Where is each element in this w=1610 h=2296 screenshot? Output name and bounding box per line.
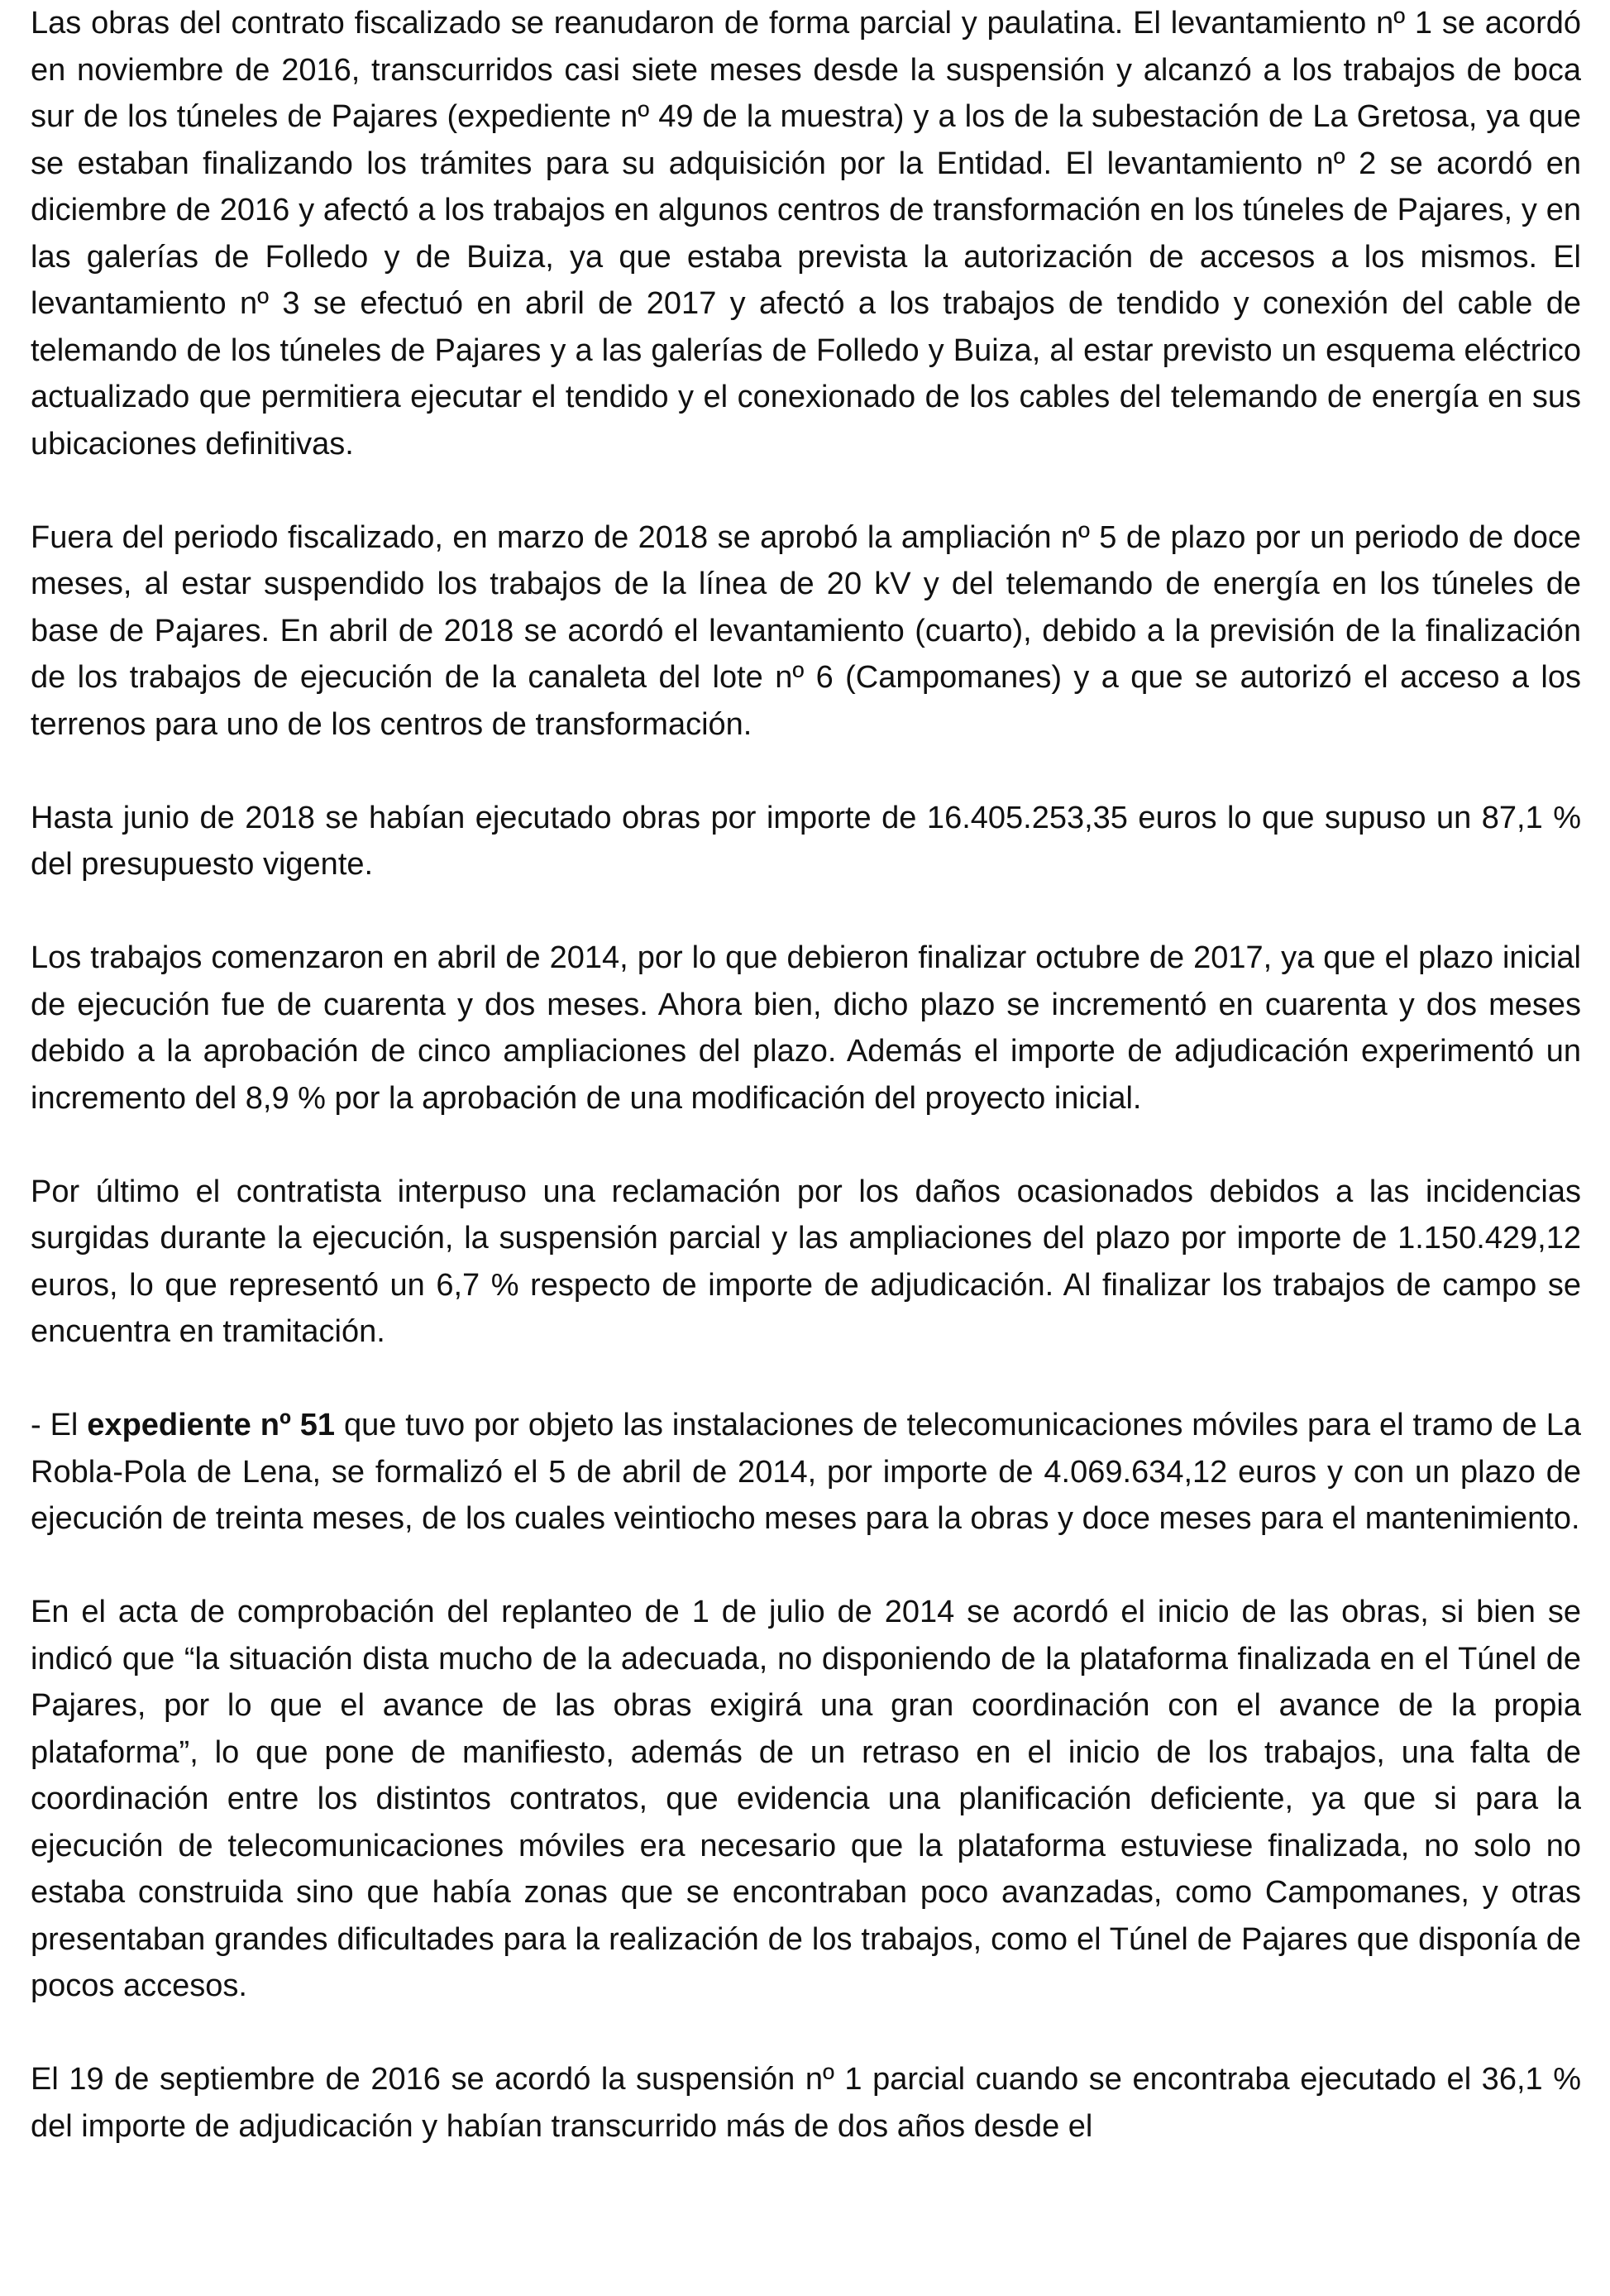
paragraph-extension-no5: Fuera del periodo fiscalizado, en marzo de 2018 se aprobó la ampliación nº 5 de plazo por un periodo de doce meses, al estar suspendido los trabajos de la línea de 20 kV y del telemando de energía en los túneles de base de Pajares. En abril de 2018 se acordó el levantamiento (cuarto), debido a la previsión de la finalización de los trabajos de ejecución de la canaleta del lote nº 6 (Campomanes) y a que se autorizó el acceso a los terrenos para uno de los centros de transformación. [31,519,1581,742]
expediente-description: que tuvo por objeto las instalaciones de telecomunicaciones móviles para el tramo de La Robla-Pola de Lena, se formalizó el 5 de abril de 2014, por importe de 4.069.634,12 euros y con un plazo de ejecución de treinta meses, de los cuales veintiocho meses para la obras y doce meses para el mantenimiento. [31,1408,1582,1536]
expediente-number: expediente nº 51 [87,1408,336,1442]
paragraph-contractor-claim: Por último el contratista interpuso una reclamación por los daños ocasionados debidos a las incidencias surgidas durante la ejecución, la suspensión parcial y las ampliaciones del plazo por importe de 1.150.429,12 euros, lo que representó un 6,7 % respecto de importe de adjudicación. Al finalizar los trabajos de campo se encuentra en tramitación. [31,1174,1581,1349]
expediente-prefix: - El [31,1408,88,1442]
document-page [31,0,1581,2197]
paragraph-expediente-51 [31,1402,1581,1543]
paragraph-executed-amount: Hasta junio de 2018 se habían ejecutado obras por importe de 16.405.253,35 euros lo que supuso un 87,1 % del presupuesto vigente. [31,800,1581,882]
paragraph-suspension-no1: El 19 de septiembre de 2016 se acordó la suspensión nº 1 parcial cuando se encontraba ejecutado el 36,1 % del importe de adjudicación y habían transcurrido más de dos años desde el [31,2062,1581,2144]
paragraph-replanteo-act: En el acta de comprobación del replanteo de 1 de julio de 2014 se acordó el inicio de las obras, si bien se indicó que “la situación dista mucho de la adecuada, no disponiendo de la plataforma finalizada en el Túnel de Pajares, por lo que el avance de las obras exigirá una gran coordinación con el avance de la propia plataforma”, lo que pone de manifiesto, además de un retraso en el inicio de los trabajos, una falta de coordinación entre los distintos contratos, que evidencia una planificación deficiente, ya que si para la ejecución de telecomunicaciones móviles era necesario que la plataforma estuviese finalizada, no solo no estaba construida sino que había zonas que se encontraban poco avanzadas, como Campomanes, y otras presentaban grandes dificultades para la realización de los trabajos, como el Túnel de Pajares que disponía de pocos accesos. [31,1595,1581,2003]
paragraph-work-schedule: Los trabajos comenzaron en abril de 2014, por lo que debieron finalizar octubre de 2017, ya que el plazo inicial de ejecución fue de cuarenta y dos meses. Ahora bien, dicho plazo se incrementó en cuarenta y dos meses debido a la aprobación de cinco ampliaciones del plazo. Además el importe de adjudicación experimentó un incremento del 8,9 % por la aprobación de una modificación del proyecto inicial. [31,940,1581,1116]
paragraph-lifting-of-suspension: Las obras del contrato fiscalizado se reanudaron de forma parcial y paulatina. El levantamiento nº 1 se acordó en noviembre de 2016, transcurridos casi siete meses desde la suspensión y alcanzó a los trabajos de boca sur de los túneles de Pajares (expediente nº 49 de la muestra) y a los de la subestación de La Gretosa, ya que se estaban finalizando los trámites para su adquisición por la Entidad. El levantamiento nº 2 se acordó en diciembre de 2016 y afectó a los trabajos en algunos centros de transformación en los túneles de Pajares, y en las galerías de Folledo y de Buiza, ya que estaba prevista la autorización de accesos a los mismos. El levantamiento nº 3 se efectuó en abril de 2017 y afectó a los trabajos de tendido y conexión del cable de telemando de los túneles de Pajares y a las galerías de Folledo y Buiza, al estar previsto un esquema eléctrico actualizado que permitiera ejecutar el tendido y el conexionado de los cables del telemando de energía en sus ubicaciones definitivas. [31,6,1581,462]
